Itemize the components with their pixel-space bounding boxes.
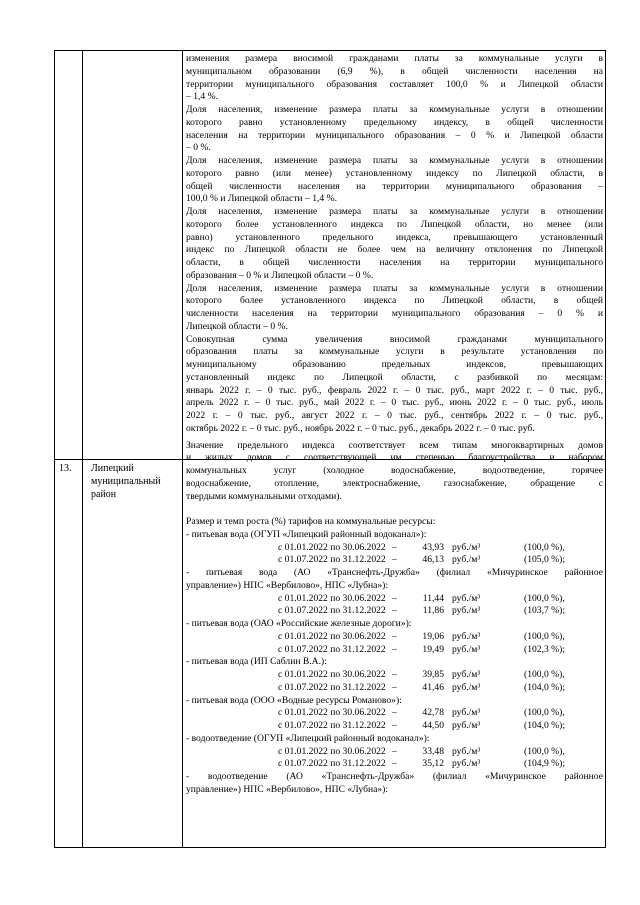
tariff-unit: руб./м³	[452, 592, 481, 604]
tariff-unit: руб./м³	[452, 605, 481, 617]
tariff-period: с 01.01.2022 по 30.06.2022	[278, 592, 386, 604]
tariff-period: с 01.01.2022 по 30.06.2022	[278, 630, 386, 642]
tariff-row	[186, 746, 603, 759]
intro-line: твердыми коммунальными отходами).	[186, 490, 342, 502]
tariff-group-title: - водоотведение (ОГУП «Липецкий районный водоканал»):	[186, 732, 430, 744]
tariff-dash: –	[392, 592, 397, 604]
paragraph-line: Доля населения, изменение размера платы за коммунальные услуги в отношении	[186, 282, 603, 294]
tariff-dash: –	[392, 643, 397, 655]
tariff-period: с 01.07.2022 по 31.12.2022	[278, 758, 386, 770]
tariff-value: 43,93	[422, 541, 444, 553]
tariff-period: с 01.01.2022 по 30.06.2022	[278, 745, 386, 757]
paragraph-line: которого более установленного индекса по Липецкой области, но менее (или	[186, 218, 603, 230]
tariff-percent: (102,3 %);	[524, 643, 566, 655]
tariff-row	[186, 554, 603, 567]
paragraph-line: области, в общей численности населения на территории муниципального	[186, 257, 603, 268]
tariff-dash: –	[392, 707, 397, 719]
tariff-row	[186, 720, 603, 733]
tariff-group-title: - питьевая вода (ОАО «Российские железные дороги»):	[186, 618, 412, 629]
paragraph-line: образования – 0 % и Липецкой области – 0 %.	[186, 269, 374, 281]
tariff-row	[186, 542, 603, 555]
paragraph-line: образования платы за коммунальные услуги в результате установления по	[186, 346, 603, 358]
paragraph-line: населения на территории муниципального образования – 0 % и Липецкой области	[186, 129, 603, 141]
paragraph-line: численности населения на территории муниципального образования – 0 % и	[186, 308, 603, 319]
tariff-unit: руб./м³	[452, 541, 481, 553]
paragraph-line: январь 2022 г. – 0 тыс. руб., февраль 2022 г. – 0 тыс. руб., март 2022 г. – 0 тыс. руб.,	[186, 384, 603, 396]
paragraph-line: территории муниципального образования составляет 100,0 % и Липецкой области	[186, 78, 603, 90]
tariff-heading: Размер и темп роста (%) тарифов на коммунальные ресурсы:	[186, 516, 436, 527]
tariff-period: с 01.01.2022 по 30.06.2022	[278, 669, 386, 680]
tariff-dash: –	[392, 669, 397, 680]
tariff-value: 19,06	[422, 630, 444, 642]
tariff-percent: (100,0 %),	[524, 707, 565, 719]
tariff-value: 33,48	[422, 745, 444, 757]
row13-text	[186, 440, 603, 797]
blank-line	[186, 503, 603, 516]
paragraph-line: которого более установленного индекса по Липецкой области, в общей	[186, 295, 603, 307]
tariff-value: 19,49	[422, 643, 444, 655]
tariff-row	[186, 758, 603, 771]
paragraph-line: Липецкой области – 0 %.	[186, 320, 288, 332]
paragraph-line: общей численности населения на территории муниципального образования –	[186, 180, 603, 192]
paragraph-line: изменения размера вносимой гражданами платы за коммунальные услуги в	[186, 53, 603, 64]
tariff-unit: руб./м³	[452, 681, 481, 693]
paragraph-line: Совокупная сумма увеличения вносимой гражданами муниципального	[186, 333, 603, 345]
paragraph-line: установленный индекс по Липецкой области, с разбивкой по месяцам:	[186, 371, 603, 383]
tariff-percent: (105,0 %);	[524, 554, 566, 566]
paragraph-line: муниципальному образованию предельных индексов, превышающих	[186, 359, 603, 370]
tariff-value: 11,86	[422, 605, 444, 617]
tariff-unit: руб./м³	[452, 745, 481, 757]
tariff-dash: –	[392, 605, 397, 617]
tariff-value: 11,44	[422, 592, 444, 604]
paragraph-line: Доля населения, изменение размера платы за коммунальные услуги в отношении	[186, 155, 603, 166]
tariff-unit: руб./м³	[452, 643, 481, 655]
column-divider-number	[82, 51, 83, 847]
paragraph-line: Доля населения, изменение размера платы за коммунальные услуги в отношении	[186, 104, 603, 115]
tariff-percent: (100,0 %),	[524, 592, 565, 604]
tariff-row	[186, 593, 603, 606]
column-divider-name	[182, 51, 183, 847]
paragraph-line: – 0 %.	[186, 142, 211, 154]
tariff-unit: руб./м³	[452, 669, 481, 680]
tariff-value: 46,13	[422, 554, 444, 566]
tariff-percent: (104,0 %);	[524, 720, 566, 731]
tariff-dash: –	[392, 681, 397, 693]
tariff-dash: –	[392, 541, 397, 553]
tariff-value: 41,46	[422, 681, 444, 693]
tariff-period: с 01.01.2022 по 30.06.2022	[278, 707, 386, 719]
tariff-period: с 01.07.2022 по 31.12.2022	[278, 681, 386, 693]
tariff-row	[186, 669, 603, 682]
tariff-dash: –	[392, 720, 397, 731]
tariff-dash: –	[392, 745, 397, 757]
previous-row-text	[186, 53, 603, 436]
tariff-group-title: - питьевая вода (ИП Саблин В.А.):	[186, 656, 327, 668]
tariff-row	[186, 682, 603, 695]
intro-line: водоснабжение, отопление, электроснабжение, газоснабжение, обращение с	[186, 477, 603, 489]
paragraph-line: которого равно установленному предельному индексу, в общей численности	[186, 116, 603, 128]
paragraph-line: индекс по Липецкой области не более чем на величину отклонения по Липецкой	[186, 244, 603, 256]
row-number: 13.	[59, 463, 72, 474]
tariff-value: 39,85	[422, 669, 444, 680]
paragraph-line: Доля населения, изменение размера платы за коммунальные услуги в отношении	[186, 206, 603, 217]
paragraph-line: 2022 г. – 0 тыс. руб., август 2022 г. – 0 тыс. руб., сентябрь 2022 г. – 0 тыс. руб.,	[186, 410, 603, 421]
tariff-value: 42,78	[422, 707, 444, 719]
tariff-percent: (103,7 %);	[524, 605, 566, 617]
intro-line: и жилых домов с соответствующей им степенью благоустройства и набором	[186, 452, 603, 464]
tariff-group-title: управление») НПС «Вербилово», НПС «Лубна»):	[186, 783, 389, 795]
tariff-value: 44,50	[422, 720, 444, 731]
document-table	[54, 50, 606, 848]
tariff-period: с 01.07.2022 по 31.12.2022	[278, 720, 386, 731]
tariff-row	[186, 605, 603, 618]
content-column	[186, 53, 603, 797]
paragraph-line: муниципальном образовании (6,9 %), в общей численности населения на	[186, 65, 603, 77]
tariff-period: с 01.01.2022 по 30.06.2022	[278, 541, 386, 553]
tariff-unit: руб./м³	[452, 707, 481, 719]
tariff-group-title: - питьевая вода (ОГУП «Липецкий районный водоканал»):	[186, 528, 427, 540]
tariff-percent: (104,0 %);	[524, 681, 566, 693]
tariff-dash: –	[392, 758, 397, 770]
tariff-group-title: управление») НПС «Вербилово», НПС «Лубна»):	[186, 579, 389, 591]
municipality-name: Липецкий муниципальный район	[91, 463, 161, 500]
tariff-period: с 01.07.2022 по 31.12.2022	[278, 643, 386, 655]
tariff-unit: руб./м³	[452, 758, 481, 770]
tariff-value: 35,12	[422, 758, 444, 770]
tariff-dash: –	[392, 554, 397, 566]
tariff-percent: (100,0 %),	[524, 669, 565, 680]
tariff-percent: (104,9 %);	[524, 758, 566, 770]
paragraph-line: равно) установленного предельного индекса, превышающего установленный	[186, 231, 603, 243]
paragraph-line: – 1,4 %.	[186, 91, 218, 103]
paragraph-line: октябрь 2022 г. – 0 тыс. руб., ноябрь 2022 г. – 0 тыс. руб., декабрь 2022 г. – 0 тыс. руб.	[186, 422, 535, 434]
tariff-dash: –	[392, 630, 397, 642]
tariff-group-title: - питьевая вода (ООО «Водные ресурсы Романово»):	[186, 694, 402, 706]
paragraph-line: которого равно (или менее) установленному индексу по Липецкой области, в	[186, 167, 603, 179]
tariff-unit: руб./м³	[452, 720, 481, 731]
tariff-row	[186, 707, 603, 720]
tariff-period: с 01.07.2022 по 31.12.2022	[278, 605, 386, 617]
intro-line: Значение предельного индекса соответствует всем типам многоквартирных домов	[186, 439, 603, 451]
tariff-group-title: - водоотведение (АО «Транснефть-Дружба» (филиал «Мичуринское районное	[186, 771, 603, 782]
tariff-percent: (100,0 %),	[524, 745, 565, 757]
tariff-percent: (100,0 %),	[524, 630, 565, 642]
tariff-unit: руб./м³	[452, 630, 481, 642]
tariff-unit: руб./м³	[452, 554, 481, 566]
paragraph-line: 100,0 % и Липецкой области – 1,4 %.	[186, 193, 338, 205]
paragraph-line: апрель 2022 г. – 0 тыс. руб., май 2022 г. – 0 тыс. руб., июнь 2022 г. – 0 тыс. руб., июль	[186, 397, 603, 409]
tariff-percent: (100,0 %),	[524, 541, 565, 553]
tariff-row	[186, 644, 603, 657]
tariff-group-title: - питьевая вода (АО «Транснефть-Дружба» (филиал «Мичуринское районное	[186, 567, 603, 578]
intro-line: коммунальных услуг (холодное водоснабжение, водоотведение, горячее	[186, 465, 603, 476]
tariff-period: с 01.07.2022 по 31.12.2022	[278, 554, 386, 566]
tariff-row	[186, 631, 603, 644]
